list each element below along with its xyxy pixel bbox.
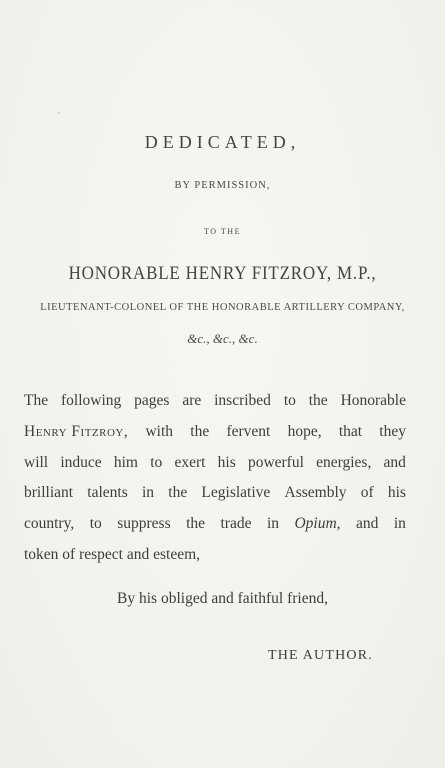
paragraph-line-6 [24,540,406,571]
word: powerful [247,453,304,471]
word: fervent [226,422,271,440]
paragraph-line-5 [24,509,406,540]
word: his [387,484,406,502]
word: the [168,484,188,502]
paper-speck [58,112,60,114]
word: to [150,453,163,471]
closing-line: By his obliged and faithful friend, [117,590,328,607]
etc-line: &c., &c., &c. [187,331,258,346]
word: hope, [287,422,322,440]
word: that [338,422,363,440]
word: him [113,453,138,471]
word: his [217,453,236,471]
word: Assembly [284,484,347,502]
dedicated-heading: DEDICATED, [144,132,301,152]
word: suppress [117,515,171,533]
paragraph-line-2 [24,417,406,448]
word: of [360,484,374,502]
final-line-text: token of respect and esteem, [24,545,201,563]
word: in [141,484,155,502]
word: The [24,392,49,409]
word: energies, [316,453,372,471]
word: to [89,515,102,533]
word: the [190,422,210,440]
word: the [308,392,328,409]
dedication-paragraph [24,386,406,571]
word: inscribed [214,392,271,409]
honoree-name-inline: Henry Fitzroy, [24,422,129,440]
opium-word: Opium, [294,515,341,533]
to-the-line: TO THE [204,227,241,236]
word: talents [87,484,128,502]
word: they [379,422,406,440]
paragraph-line-1 [24,386,406,417]
word: Legislative [201,484,271,502]
word: with [145,422,174,440]
word: and [356,515,379,533]
word: in [393,515,406,533]
word: country, [24,515,75,533]
word: brilliant [24,484,74,502]
word: the [186,515,206,533]
word: are [182,392,202,409]
word: in [266,515,279,533]
word: pages [134,392,170,409]
word: to [283,392,296,409]
author-signature: THE AUTHOR. [268,648,373,663]
paragraph-line-4 [24,478,406,509]
word: will [24,453,49,471]
word: and [383,453,406,471]
honoree-office: LIEUTENANT-COLONEL OF THE HONORABLE ARTILLERY COMPANY, [40,302,405,313]
by-permission-line: BY PERMISSION, [174,180,271,191]
paragraph-line-3 [24,448,406,479]
word: exert [174,453,206,471]
honoree-name: HONORABLE HENRY FITZROY, M.P., [68,262,377,284]
word: Honorable [340,392,406,409]
word: induce [60,453,102,471]
word: following [60,392,122,409]
word: trade [220,515,252,533]
